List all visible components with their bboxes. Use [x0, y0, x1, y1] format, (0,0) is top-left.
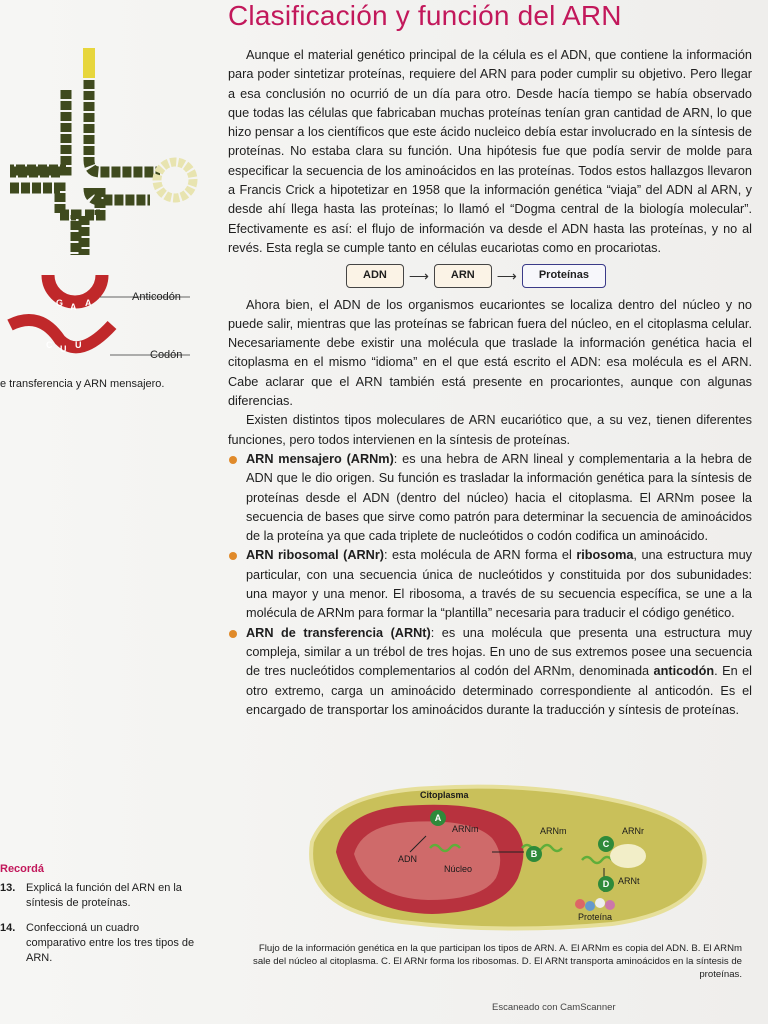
- flow-arn: ARN: [434, 264, 492, 287]
- badge-b-label: B: [530, 849, 538, 859]
- trna-diagram: [0, 40, 215, 370]
- label-proteina: Proteína: [578, 912, 613, 922]
- anticodon-base-1: G: [56, 298, 64, 308]
- trna-acceptor-end: [83, 48, 95, 78]
- list-item-arnt: [246, 624, 752, 720]
- review-box: [0, 862, 195, 976]
- codon-base-1: C: [46, 340, 53, 350]
- label-arnm-1: ARNm: [452, 824, 479, 834]
- arnt-description-a: : es una molécula que presenta una estructura muy compleja, similar a un trébol de tres hojas. En uno de sus extremos posee una secuencia de tres nucleótidos complementarios al codón del ARNm, denominada: [246, 625, 752, 679]
- term-anticodon: anticodón: [653, 664, 715, 679]
- label-arnm-2: ARNm: [540, 826, 567, 836]
- badge-d-label: D: [602, 879, 610, 889]
- cell-diagram: [292, 782, 718, 932]
- label-arnr: ARNr: [622, 826, 644, 836]
- label-citoplasma: Citoplasma: [420, 790, 469, 800]
- central-dogma-flow: [346, 264, 606, 287]
- label-arnt: ARNt: [618, 876, 640, 886]
- paragraph-1: Aunque el material genético principal de la célula es el ADN, que contiene la información para poder sintetizar proteínas, requiere del ARN para poder cumplir su objetivo. Pero llegar a esa conclusión no ocurrió de un día para otro. Desde hacía tiempo se había observado que todas las células que fabricaban muchas proteínas tenían gran cantidad de ARN, lo que hizo pensar a los científicos que este ácido nucleico debía estar involucrado en la síntesis de proteínas. No estaba clara su función. Una hipótesis fue que podía servir de molde para especificar la secuencia de los aminoácidos en las proteínas. Todos estos hallazgos llevaron a Francis Crick a hipotetizar en 1958 que la información genética “viaja” del ADN al ARN, y desde ahí llega hasta las proteínas; lo llamó el “Dogma central de la biología molecular”. Efectivamente es así: el flujo de información va desde el ADN hasta las proteínas, y no al revés. Esta regla se cumple tanto en células eucariotas como en procariotas.: [228, 48, 752, 255]
- codon-base-2: U: [60, 344, 67, 354]
- badge-a-label: A: [434, 813, 442, 823]
- anticodon-base-3: A: [85, 298, 92, 308]
- paragraph-3: Existen distintos tipos moleculares de ARN eucariótico que, a su vez, tienen diferentes funciones, pero todos intervienen en la síntesis de proteínas.: [228, 413, 752, 447]
- label-adn: ADN: [398, 854, 418, 864]
- trna-t-loop: [157, 162, 193, 198]
- page-title: Clasificación y función del ARN: [228, 0, 622, 31]
- question-text: Confeccioná un cuadro comparativo entre los tres tipos de ARN.: [26, 922, 195, 964]
- arnm-description: : es una hebra de ARN lineal y complementaria a la hebra de ADN que le dio origen. Su función es trasladar la información genética para la síntesis de proteínas desde el ADN (dentro del núcleo) hacia el citoplasma. El ARNm posee la secuencia de bases que sirve como patrón para determinar la secuencia de aminoácidos de la proteína ya que cada triplete de nucleótidos o codón codifica un aminoácido.: [246, 451, 752, 544]
- question-text: Explicá la función del ARN en la síntesis de proteínas.: [26, 882, 182, 909]
- question-14: [0, 921, 195, 966]
- term-arnt: ARN de transferencia (ARNt): [246, 625, 431, 640]
- anticodon-base-2: A: [70, 302, 77, 312]
- review-heading: Recordá: [0, 863, 45, 875]
- list-item-arnr: [246, 546, 752, 623]
- ribosome: [610, 844, 646, 868]
- cell-figure-caption: Flujo de la información genética en la que participan los tipos de ARN. A. El ARNm es copia del ADN. B. El ARNm sale del núcleo al citoplasma. C. El ARNr forma los ribosomas. D. El ARNt transporta aminoácidos en la síntesis de proteínas.: [253, 943, 742, 980]
- anticodon-label: Anticodón: [132, 291, 181, 303]
- main-text: [228, 46, 752, 720]
- question-number: 13.: [0, 882, 16, 894]
- flow-proteinas: Proteínas: [522, 264, 606, 287]
- term-arnm: ARN mensajero (ARNm): [246, 451, 394, 466]
- flow-adn: ADN: [346, 264, 404, 287]
- badge-c-label: C: [602, 839, 610, 849]
- trna-stems: [10, 80, 160, 255]
- arnr-description-a: : esta molécula de ARN forma el: [384, 548, 577, 563]
- question-13: [0, 881, 195, 911]
- term-ribosoma: ribosoma: [576, 548, 634, 563]
- codon-base-3: U: [75, 340, 82, 350]
- label-nucleo: Núcleo: [444, 864, 473, 874]
- arrow-icon: ⟶: [408, 267, 429, 284]
- arnr-description-b: , una estructura muy particular, con una secuencia única de nucleótidos y constituida por dos subunidades: una mayor y una menor. El ribosoma, a través de su secuencia específica, se une a la molécula de ARNm para formar la “plantilla” necesaria para traducir el código genético.: [246, 548, 753, 621]
- trna-figure-caption: e transferencia y ARN mensajero.: [0, 378, 165, 390]
- rna-types-list: [228, 450, 752, 720]
- arnt-description-b: . En el otro extremo, carga un aminoácido determinado correspondiente al anticodón. Es el encargado de transportar los aminoácidos durante la traducción y síntesis de proteínas.: [246, 664, 752, 717]
- list-item-arnm: [246, 450, 752, 546]
- paragraph-2: Ahora bien, el ADN de los organismos eucariontes se localiza dentro del núcleo y no puede salir, mientras que las proteínas se fabrican fuera del núcleo, en el citoplasma celular. Necesariamente debe existir una molécula que traslade la información genética hacia el citoplasma en el mismo “idioma” en el que está escrito el ADN: esa molécula es el ARN. Cabe aclarar que el ARN también está presente en procariontes, aunque con algunas diferencias.: [228, 297, 752, 409]
- question-number: 14.: [0, 922, 16, 934]
- term-arnr: ARN ribosomal (ARNr): [246, 548, 384, 563]
- arrow-icon: ⟶: [496, 267, 517, 284]
- codon-label: Codón: [150, 349, 183, 361]
- scanner-watermark: Escaneado con CamScanner: [492, 1002, 616, 1013]
